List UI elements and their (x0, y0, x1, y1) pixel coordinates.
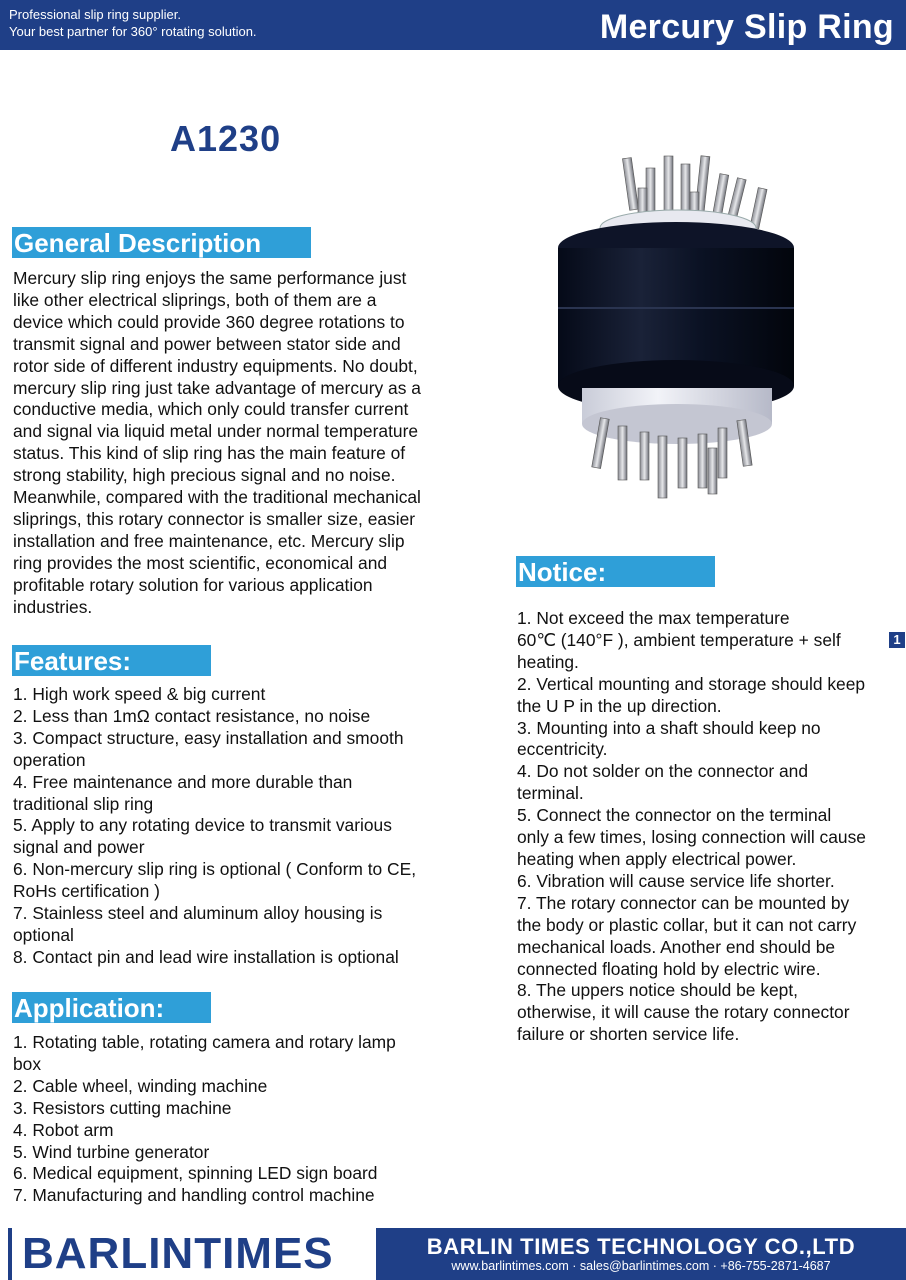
footer-bar (376, 1228, 906, 1280)
text-line: rotor side of different industry equipments. No doubt, (13, 355, 418, 376)
text-line: sliprings, this rotary connector is smaller size, easier (13, 508, 416, 529)
text-line: mercury slip ring just take advantage of mercury as a (13, 377, 421, 398)
text-line: 1. Rotating table, rotating camera and rotary lamp (13, 1032, 396, 1052)
text-line: the U P in the up direction. (517, 695, 722, 716)
text-line: signal and power (13, 837, 145, 858)
page-title: Mercury Slip Ring (599, 8, 894, 46)
contact-info: www.barlintimes.com · sales@barlintimes.com · +86-755-2871-4687 (451, 1259, 831, 1273)
text-line: ring provides the most scientific, economical and (13, 552, 388, 573)
text-line: 8. The uppers notice should be kept, (517, 980, 799, 1001)
text-line: 5. Connect the connector on the terminal (517, 805, 832, 826)
text-line: 3. Mounting into a shaft should keep no (517, 717, 821, 738)
header-bar (0, 0, 906, 50)
text-line: like other electrical sliprings, both of them are a (13, 289, 377, 310)
company-name: BARLIN TIMES TECHNOLOGY CO.,LTD (426, 1234, 856, 1259)
model-number: A1230 (170, 118, 282, 159)
logo-text: BARLINTIMES (22, 1229, 334, 1278)
text-line: conductive media, which only could transfer current (13, 399, 409, 420)
text-line: 2. Less than 1mΩ contact resistance, no noise (13, 705, 371, 726)
logo-accent-bar (8, 1228, 12, 1280)
text-line: box (13, 1053, 42, 1074)
text-line: 6. Vibration will cause service life shorter. (517, 870, 835, 891)
text-line: failure or shorten service life. (517, 1024, 740, 1045)
page-number: 1 (889, 632, 905, 648)
text-line: 1. High work speed & big current (13, 684, 266, 704)
text-line: 4. Free maintenance and more durable than (13, 771, 353, 792)
text-line: 60℃ (140°F ), ambient temperature + self (517, 629, 841, 650)
text-line: 8. Contact pin and lead wire installation is optional (13, 946, 399, 967)
text-line: 4. Robot arm (13, 1119, 114, 1140)
text-line: transmit signal and power between stator side and (13, 333, 401, 354)
text-line: 7. The rotary connector can be mounted by (517, 892, 850, 913)
text-line: otherwise, it will cause the rotary connector (517, 1002, 850, 1023)
text-line: only a few times, losing connection will cause (517, 827, 866, 848)
text-line: Mercury slip ring enjoys the same performance just (13, 268, 407, 288)
text-line: 7. Stainless steel and aluminum alloy housing is (13, 903, 383, 924)
text-line: mechanical loads. Another end should be (517, 936, 836, 957)
text-line: operation (13, 749, 86, 770)
text-line: RoHs certification ) (13, 881, 160, 902)
text-line: eccentricity. (517, 739, 608, 760)
company-logo (8, 1228, 370, 1280)
text-line: 1. Not exceed the max temperature (517, 608, 790, 628)
tagline-line2: Your best partner for 360° rotating solution. (9, 24, 257, 39)
text-line: connected floating hold by electric wire. (517, 958, 821, 979)
text-line: 5. Wind turbine generator (13, 1141, 210, 1162)
text-line: traditional slip ring (13, 793, 154, 814)
notice-heading: Notice: (516, 556, 715, 587)
application-heading: Application: (12, 992, 211, 1023)
application-list (13, 1032, 396, 1207)
text-line: 2. Vertical mounting and storage should keep (517, 673, 866, 694)
text-line: the body or plastic collar, but it can not carry (517, 914, 857, 935)
product-image (518, 148, 818, 528)
text-line: heating. (517, 651, 579, 672)
features-heading: Features: (12, 645, 211, 676)
text-line: 5. Apply to any rotating device to transmit various (13, 815, 392, 836)
text-line: terminal. (517, 783, 584, 804)
text-line: 3. Compact structure, easy installation and smooth (13, 727, 404, 748)
text-line: 2. Cable wheel, winding machine (13, 1075, 268, 1096)
text-line: Meanwhile, compared with the traditional mechanical (13, 487, 421, 508)
tagline-line1: Professional slip ring supplier. (9, 7, 181, 22)
text-line: heating when apply electrical power. (517, 848, 797, 869)
text-line: strong stability, high precious signal and no noise. (13, 465, 396, 486)
text-line: 6. Non-mercury slip ring is optional ( Conform to CE, (13, 859, 417, 880)
text-line: 4. Do not solder on the connector and (517, 761, 809, 782)
general-description-text (13, 268, 421, 619)
text-line: status. This kind of slip ring has the main feature of (13, 443, 406, 464)
text-line: industries. (13, 596, 93, 617)
notice-list (517, 608, 866, 1046)
text-line: 7. Manufacturing and handling control machine (13, 1185, 375, 1206)
text-line: device which could provide 360 degree rotations to (13, 311, 405, 332)
text-line: optional (13, 924, 74, 945)
text-line: 3. Resistors cutting machine (13, 1097, 232, 1118)
general-description-heading: General Description (12, 227, 311, 258)
text-line: installation and free maintenance, etc. Mercury slip (13, 530, 405, 551)
text-line: and signal via liquid metal under normal temperature (13, 421, 419, 442)
text-line: profitable rotary solution for various application (13, 574, 373, 595)
features-list (13, 684, 416, 969)
text-line: 6. Medical equipment, spinning LED sign board (13, 1163, 378, 1184)
